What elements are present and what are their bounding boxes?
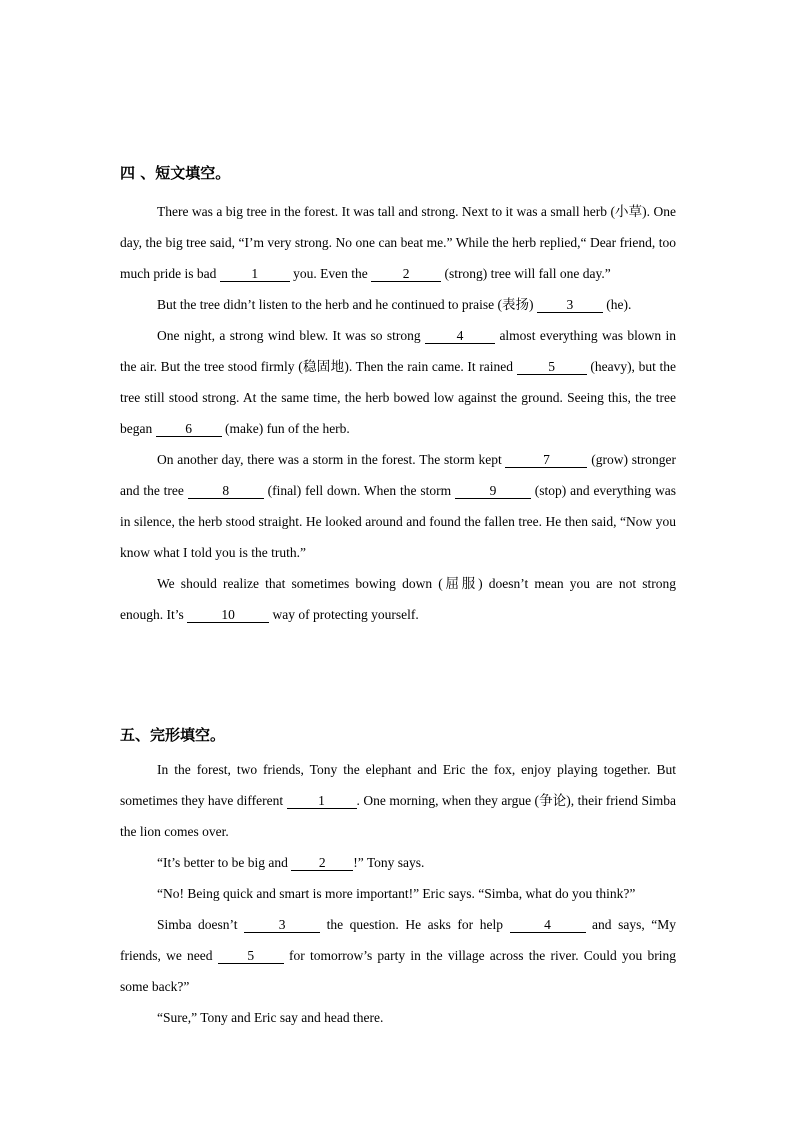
answer-blank[interactable]: 4: [510, 917, 586, 933]
section-cloze: [120, 722, 676, 1033]
section-heading: 五、完形填空。: [120, 726, 226, 744]
answer-blank[interactable]: 4: [425, 328, 495, 344]
paragraph: [120, 289, 676, 320]
text: “It’s better to be big and: [157, 855, 292, 870]
text: . One morning, when they argue (争论), their friend Simba the lion comes over.: [120, 793, 676, 839]
paragraph: [120, 568, 676, 630]
text: the question. He asks for help: [320, 917, 510, 932]
text: On another day, there was a storm in the forest. The storm kept: [157, 452, 506, 467]
answer-blank[interactable]: 2: [371, 266, 441, 282]
answer-blank[interactable]: 3: [537, 297, 603, 313]
text: (strong) tree will fall one day.”: [441, 266, 611, 281]
section-short-passage-fill: [120, 160, 676, 630]
text: “No! Being quick and smart is more important!” Eric says. “Simba, what do you think?”: [157, 886, 636, 901]
text: Simba doesn’t: [157, 917, 245, 932]
text: (grow) stronger and the tree: [120, 452, 676, 498]
answer-blank[interactable]: 3: [244, 917, 320, 933]
answer-blank[interactable]: 8: [188, 483, 264, 499]
text: But the tree didn’t listen to the herb and he continued to praise (表扬): [157, 297, 537, 312]
paragraph: [120, 444, 676, 568]
answer-blank[interactable]: 2: [291, 855, 353, 871]
text: We should realize that sometimes bowing down (屈服) doesn’t mean you are not strong enough. It’s: [120, 576, 676, 622]
answer-blank[interactable]: 5: [517, 359, 587, 375]
answer-blank[interactable]: 6: [156, 421, 222, 437]
paragraph: [120, 754, 676, 847]
section-heading: 四 、短文填空。: [120, 164, 231, 182]
text: In the forest, two friends, Tony the elephant and Eric the fox, enjoy playing together. But sometimes they have different: [120, 762, 676, 808]
answer-blank[interactable]: 1: [287, 793, 357, 809]
text: for tomorrow’s party in the village across the river. Could you bring some back?”: [120, 948, 676, 994]
paragraph: [120, 909, 676, 1002]
text: (final) fell down. When the storm: [263, 483, 455, 498]
text: (heavy), but the tree still stood strong. At the same time, the herb bowed low against the ground. Seeing this, the tree began: [120, 359, 676, 436]
text: (make) fun of the herb.: [221, 421, 350, 436]
text: (stop) and everything was in silence, the herb stood straight. He looked around and found the fallen tree. He then said, “Now you know what I told you is the truth.”: [120, 483, 677, 560]
answer-blank[interactable]: 7: [505, 452, 587, 468]
text: you. Even the: [289, 266, 372, 281]
text: almost everything was blown in the air. But the tree stood firmly (稳固地). Then the rain came. It rained: [120, 328, 676, 374]
paragraph: [120, 847, 676, 878]
text: !” Tony says.: [353, 855, 425, 870]
answer-blank[interactable]: 1: [220, 266, 290, 282]
paragraph: [120, 196, 676, 289]
text: There was a big tree in the forest. It was tall and strong. Next to it was a small herb (小草). One day, the big tree said, “I’m very strong. No one can beat me.” While the herb replied,“ Dear friend, too much pride is bad: [120, 204, 676, 281]
answer-blank[interactable]: 5: [218, 948, 284, 964]
paragraph: [120, 878, 676, 909]
answer-blank[interactable]: 9: [455, 483, 531, 499]
text: “Sure,” Tony and Eric say and head there.: [157, 1010, 384, 1025]
paragraph: [120, 320, 676, 444]
text: One night, a strong wind blew. It was so strong: [157, 328, 426, 343]
text: way of protecting yourself.: [269, 607, 419, 622]
text: and says, “My friends, we need: [120, 917, 676, 963]
answer-blank[interactable]: 10: [187, 607, 269, 623]
paragraph: [120, 1002, 676, 1033]
text: (he).: [602, 297, 632, 312]
